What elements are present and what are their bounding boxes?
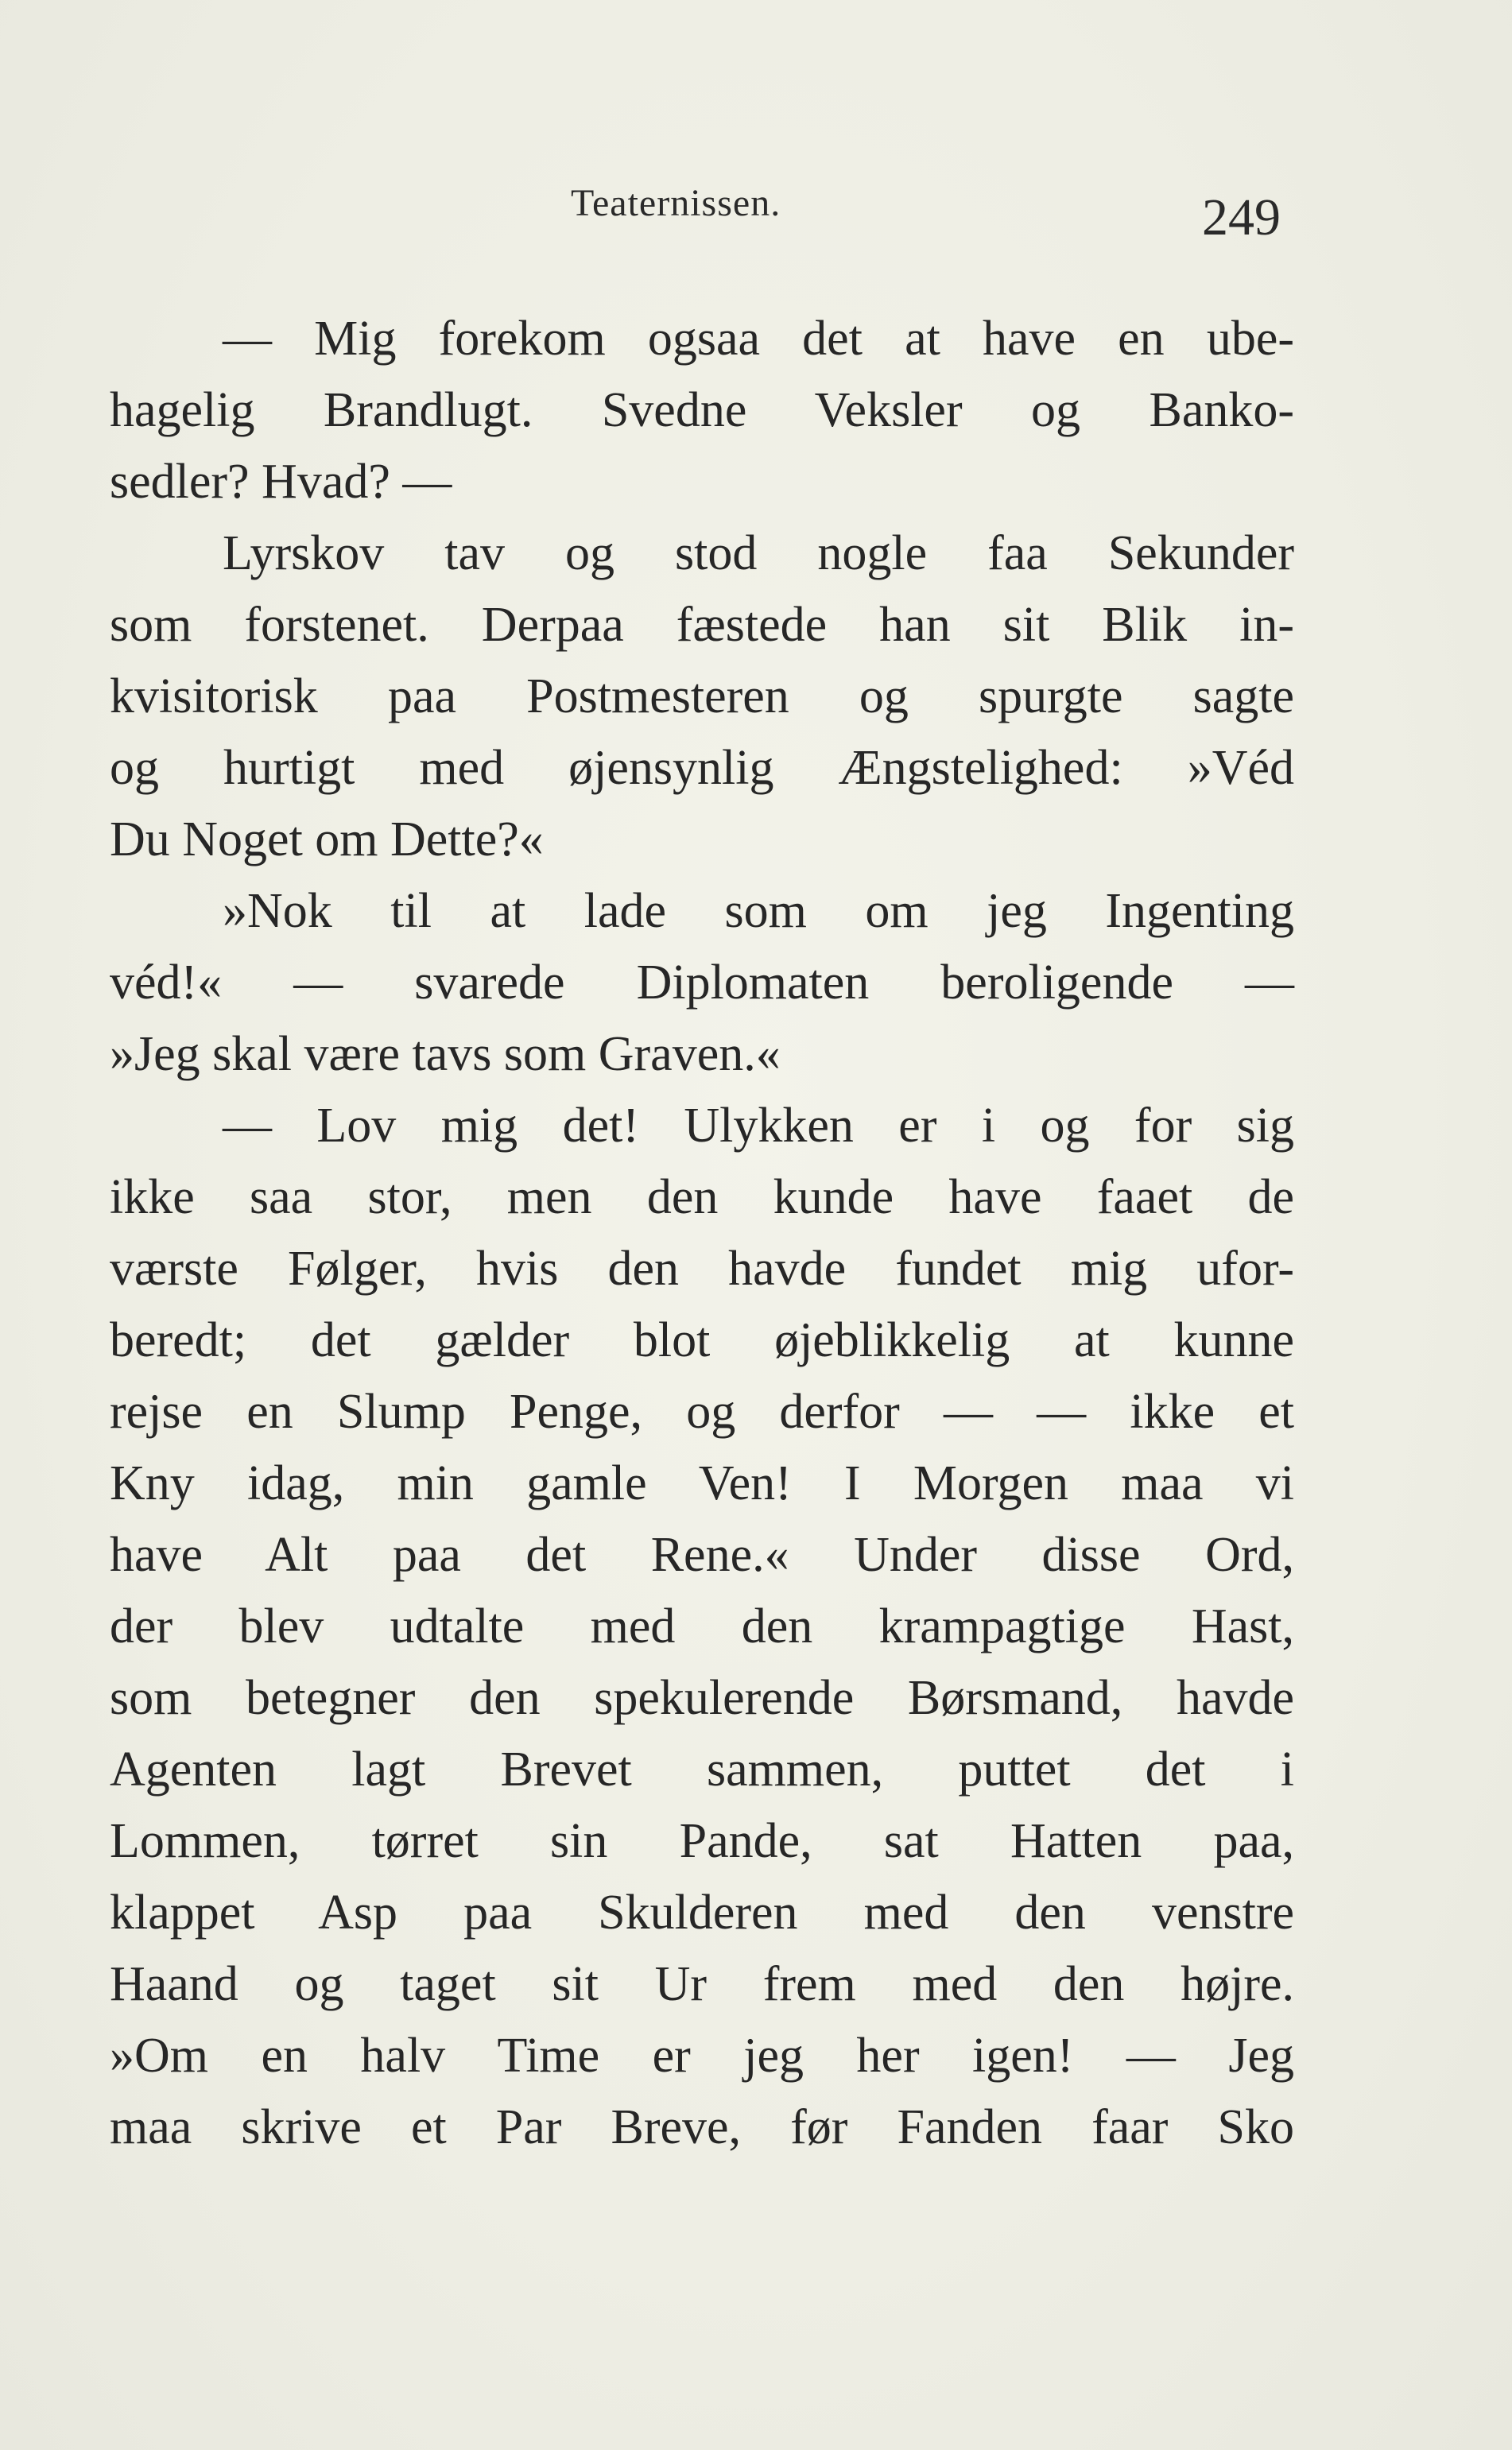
- text-line: »Om en halv Time er jeg her igen! — Jeg: [110, 2029, 1294, 2083]
- text-line: Haand og taget sit Ur frem med den højre.: [110, 1957, 1294, 2011]
- text-line: maa skrive et Par Breve, før Fanden faar Sko: [110, 2100, 1294, 2154]
- text-line: rejse en Slump Penge, og derfor — — ikke et: [110, 1385, 1294, 1439]
- text-line: hagelig Brandlugt. Svedne Veksler og Banko-: [110, 383, 1294, 437]
- text-line: Du Noget om Dette?«: [110, 812, 544, 866]
- text-line: »Jeg skal være tavs som Graven.«: [110, 1027, 781, 1081]
- text-line: Kny idag, min gamle Ven! I Morgen maa vi: [110, 1456, 1294, 1510]
- text-line: værste Følger, hvis den havde fundet mig ufor-: [110, 1242, 1294, 1296]
- text-line: som betegner den spekulerende Børsmand, havde: [110, 1671, 1294, 1725]
- text-line: som forstenet. Derpaa fæstede han sit Blik in-: [110, 598, 1294, 652]
- text-line: sedler? Hvad? —: [110, 455, 452, 509]
- text-line: beredt; det gælder blot øjeblikkelig at kunne: [110, 1313, 1294, 1367]
- text-line: »Nok til at lade som om jeg Ingenting: [223, 884, 1294, 938]
- text-line: ikke saa stor, men den kunde have faaet de: [110, 1170, 1294, 1224]
- text-line: have Alt paa det Rene.« Under disse Ord,: [110, 1528, 1294, 1582]
- text-line: klappet Asp paa Skulderen med den venstre: [110, 1886, 1294, 1940]
- text-line: Lyrskov tav og stod nogle faa Sekunder: [223, 526, 1294, 580]
- text-line: der blev udtalte med den krampagtige Hast,: [110, 1599, 1294, 1653]
- text-line: — Lov mig det! Ulykken er i og for sig: [223, 1099, 1294, 1153]
- running-title: Teaternissen.: [571, 182, 781, 224]
- text-line: — Mig forekom ogsaa det at have en ube-: [223, 312, 1294, 366]
- text-line: og hurtigt med øjensynlig Ængstelighed: »Véd: [110, 741, 1294, 795]
- text-line: kvisitorisk paa Postmesteren og spurgte sagte: [110, 669, 1294, 723]
- text-line: Lommen, tørret sin Pande, sat Hatten paa,: [110, 1814, 1294, 1868]
- text-line: Agenten lagt Brevet sammen, puttet det i: [110, 1743, 1294, 1797]
- text-line: véd!« — svarede Diplomaten beroligende —: [110, 956, 1294, 1010]
- page-number: 249: [1202, 188, 1281, 246]
